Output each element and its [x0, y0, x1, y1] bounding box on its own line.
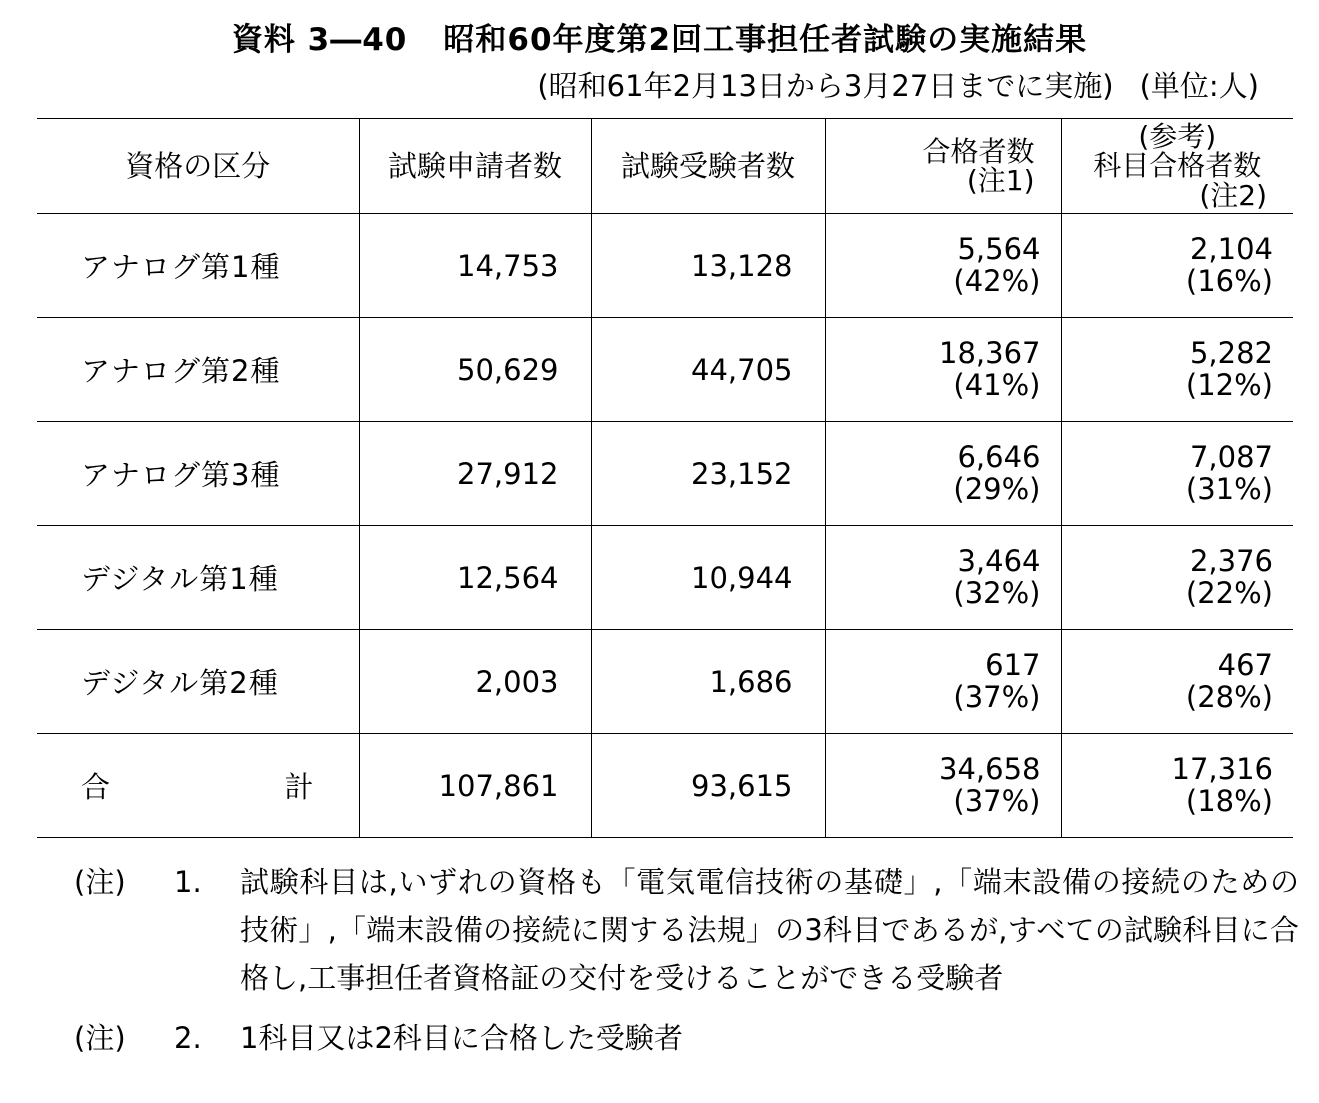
row-passed [825, 214, 1061, 318]
header-passed [825, 119, 1061, 214]
row-passed-value: 6,646 [957, 439, 1041, 474]
footnote-number: 1. [174, 865, 202, 899]
total-subject-pct: (18%) [1185, 783, 1273, 818]
total-passed-pct: (37%) [953, 783, 1041, 818]
row-applicants: 14,753 [359, 214, 591, 318]
row-passed-value: 18,367 [939, 335, 1041, 370]
row-subject-value: 7,087 [1189, 439, 1273, 474]
footnote-2 [74, 1014, 1299, 1062]
footnotes [74, 858, 1299, 1062]
row-applicants: 27,912 [359, 422, 591, 526]
footnote-text: 試験科目は,いずれの資格も「電気電信技術の基礎」,「端末設備の接続のための技術」,「端末設備の接続に関する法規」の3科目であるが,すべての試験科目に合格し,工事担任者資格証の交付を受けることができる受験者 [240, 865, 1299, 995]
row-subject [1061, 318, 1293, 422]
row-examinees: 13,128 [591, 214, 825, 318]
row-applicants: 50,629 [359, 318, 591, 422]
row-subject [1061, 214, 1293, 318]
header-subject-note: (注2) [1199, 178, 1267, 212]
row-subject-value: 5,282 [1189, 335, 1273, 370]
row-applicants: 2,003 [359, 630, 591, 734]
row-subject [1061, 630, 1293, 734]
row-subject-pct: (31%) [1185, 471, 1273, 506]
row-subject-value: 2,376 [1189, 543, 1273, 578]
document-label: 資料 3―40 [231, 22, 408, 58]
results-table [37, 118, 1293, 838]
row-subject-value: 2,104 [1189, 231, 1273, 266]
table-total-row [37, 734, 1293, 838]
table-row [37, 318, 1293, 422]
total-examinees: 93,615 [591, 734, 825, 838]
total-subject-value: 17,316 [1171, 751, 1273, 786]
row-passed [825, 318, 1061, 422]
row-examinees: 23,152 [591, 422, 825, 526]
row-passed-pct: (41%) [953, 367, 1041, 402]
row-category: デジタル第1種 [37, 526, 359, 630]
row-passed [825, 630, 1061, 734]
unit-text: (単位:人) [1139, 69, 1259, 103]
header-subject-main: 科目合格者数 [1093, 149, 1262, 183]
total-passed-value: 34,658 [939, 751, 1041, 786]
total-label-right: 計 [284, 770, 315, 804]
header-applicants: 試験申請者数 [359, 119, 591, 214]
period-text: (昭和61年2月13日から3月27日までに実施) [537, 69, 1114, 103]
row-passed-pct: (29%) [953, 471, 1041, 506]
table-header-row [37, 119, 1293, 214]
row-subject-pct: (28%) [1185, 679, 1273, 714]
footnote-text: 1科目又は2科目に合格した受験者 [240, 1021, 683, 1055]
row-category: デジタル第2種 [37, 630, 359, 734]
row-passed-pct: (32%) [953, 575, 1041, 610]
header-subject [1061, 119, 1293, 214]
footnote-tag: (注) [74, 865, 126, 899]
row-subject-value: 467 [1217, 647, 1273, 682]
row-passed-pct: (37%) [953, 679, 1041, 714]
total-applicants: 107,861 [359, 734, 591, 838]
document-title-text: 昭和60年度第2回工事担任者試験の実施結果 [443, 22, 1088, 58]
total-label-left: 合 [81, 770, 112, 804]
row-passed-value: 3,464 [957, 543, 1041, 578]
row-subject-pct: (12%) [1185, 367, 1273, 402]
table-row [37, 630, 1293, 734]
row-subject-pct: (16%) [1185, 263, 1273, 298]
footnote-1 [74, 858, 1299, 1002]
row-examinees: 1,686 [591, 630, 825, 734]
table-row [37, 214, 1293, 318]
row-passed-value: 617 [985, 647, 1041, 682]
table-row [37, 526, 1293, 630]
row-passed [825, 422, 1061, 526]
row-category: アナログ第2種 [37, 318, 359, 422]
row-applicants: 12,564 [359, 526, 591, 630]
row-passed [825, 526, 1061, 630]
row-category: アナログ第1種 [37, 214, 359, 318]
row-passed-pct: (42%) [953, 263, 1041, 298]
header-examinees: 試験受験者数 [591, 119, 825, 214]
row-examinees: 10,944 [591, 526, 825, 630]
row-category: アナログ第3種 [37, 422, 359, 526]
document-title [0, 14, 1319, 59]
row-subject [1061, 422, 1293, 526]
document-subtitle [537, 64, 1259, 105]
header-passed-main: 合格者数 [922, 134, 1035, 168]
row-subject [1061, 526, 1293, 630]
header-passed-note: (注1) [966, 164, 1035, 197]
table-row [37, 422, 1293, 526]
total-passed [825, 734, 1061, 838]
row-subject-pct: (22%) [1185, 575, 1273, 610]
total-subject [1061, 734, 1293, 838]
header-subject-ref: (参考) [1138, 119, 1217, 153]
total-category [37, 734, 359, 838]
footnote-tag: (注) [74, 1021, 126, 1055]
row-passed-value: 5,564 [957, 231, 1041, 266]
footnote-number: 2. [174, 1021, 202, 1055]
row-examinees: 44,705 [591, 318, 825, 422]
header-category: 資格の区分 [37, 119, 359, 214]
